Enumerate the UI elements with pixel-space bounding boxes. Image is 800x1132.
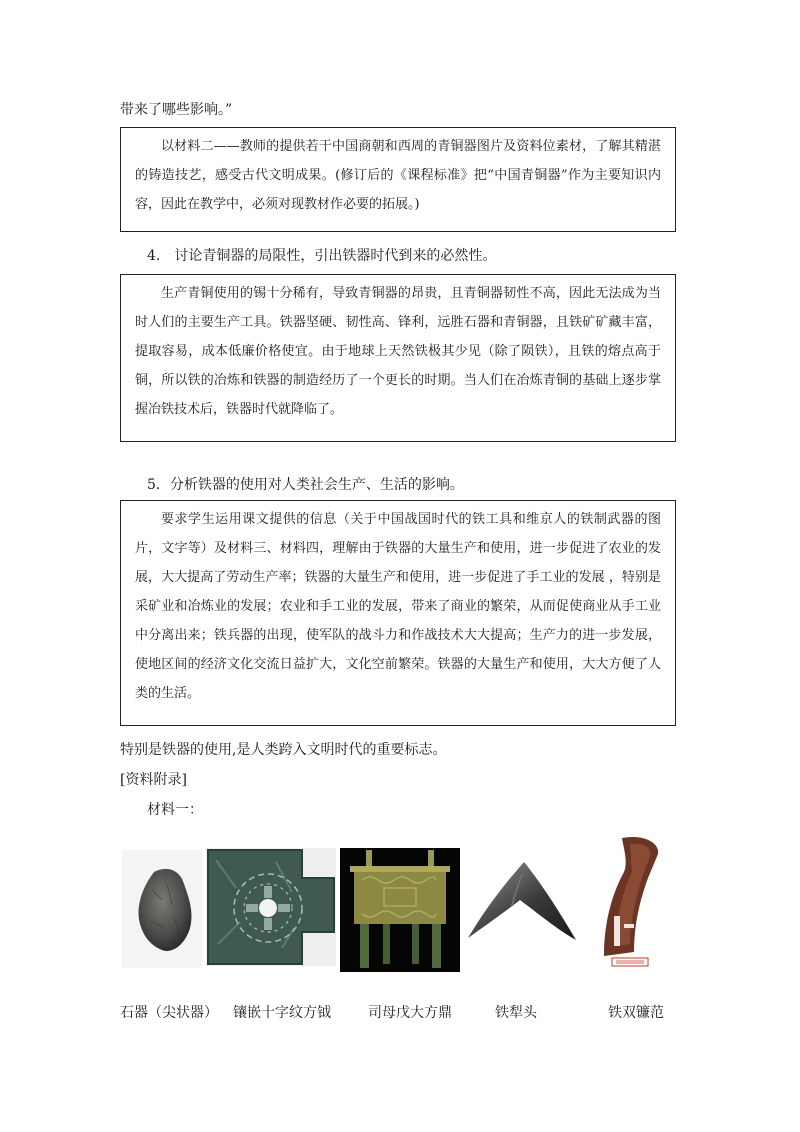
section-item-4: 4. 讨论青铜器的局限性，引出铁器时代到来的必然性。 [147, 248, 497, 264]
iron-impact-text: 要求学生运用课文提供的信息（关于中国战国时代的铁工具和维京人的铁制武器的图片，文字等）及材料三、材料四，理解由于铁器的大量生产和使用，进一步促进了农业的发展，大大提高了劳动生产率；铁器的大量生产和使用，进一步促进了手工业的发展 ，特别是采矿业和冶炼业的发展；农业和手工业的发展，带来了商业的繁荣，从而促使商业从手工业中分离出来；铁兵器的出现，使军队的战斗力和作战技术大大提高；生产力的进一步发展，使地区间的经济文化交流日益扩大，文化空前繁荣。铁器的大量生产和使用，大大方便了人类的生活。 [135, 512, 661, 701]
simuwu-ding-image [340, 848, 460, 972]
material-note-box [120, 127, 676, 232]
bronze-limitation-text: 生产青铜使用的锡十分稀有，导致青铜器的昂贵，且青铜器韧性不高，因此无法成为当时人们的主要生产工具。铁器坚硬、韧性高、锋利，远胜石器和青铜器，且铁矿矿藏丰富，提取容易，成本低廉价格使宜。由于地球上天然铁极其少见（除了陨铁），且铁的熔点高于铜，所以铁的冶炼和铁器的制造经历了一个更长的时期。当人们在冶炼青铜的基础上逐步掌握冶铁技术后，铁器时代就降临了。 [135, 286, 661, 417]
caption-iron-sickle-mold: 铁双镰范 [608, 1005, 664, 1021]
bronze-limitation-box [120, 274, 676, 442]
intro-tail: 带来了哪些影响。” [120, 102, 233, 118]
material-one-label: 材料一： [147, 802, 203, 818]
material-note-text: 以材料二——教师的提供若干中国商朝和西周的青铜器图片及资料位素材，了解其精湛的铸造技艺，感受古代文明成果。(修订后的《课程标准》把“中国青铜器”作为主要知识内容，因此在教学中，必须对现教材作必要的拓展。) [135, 139, 661, 212]
iron-impact-box [120, 500, 676, 726]
caption-iron-plowshare: 铁犁头 [495, 1005, 537, 1021]
caption-bronze-axe: 镶嵌十字纹方钺 [233, 1005, 331, 1021]
iron-plowshare-image [462, 858, 580, 956]
iron-sickle-mold-image [584, 832, 674, 974]
conclusion-text: 特别是铁器的使用,是人类跨入文明时代的重要标志。 [120, 742, 447, 758]
caption-stone-tool: 石器（尖状器） [120, 1005, 218, 1021]
bronze-axe-image [206, 848, 336, 966]
appendix-title: [资料附录] [120, 772, 187, 788]
section-item-5: 5．分析铁器的使用对人类社会生产、生活的影响。 [147, 477, 464, 493]
stone-tool-image [122, 850, 202, 968]
caption-simuwu-ding: 司母戊大方鼎 [368, 1005, 452, 1021]
